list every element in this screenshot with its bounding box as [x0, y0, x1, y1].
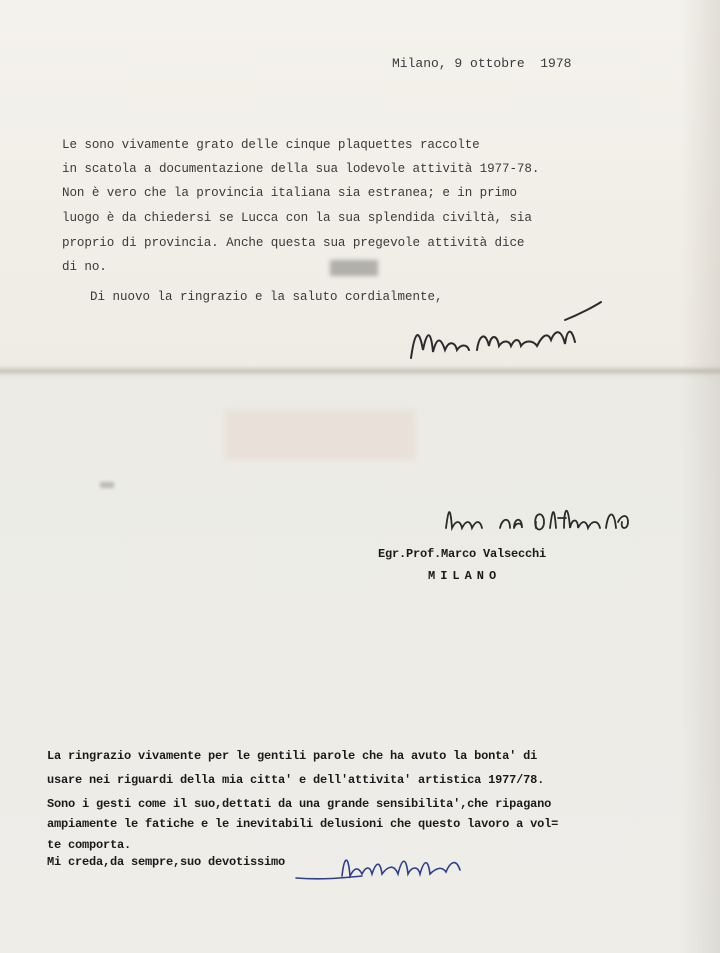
paper-fold: [0, 366, 720, 376]
letter1-line: di no.: [62, 260, 107, 274]
letter1-date: Milano, 9 ottobre 1978: [392, 56, 572, 71]
letter1-line: proprio di provincia. Anche questa sua pregevole attività dice: [62, 236, 525, 250]
recipient-city: MILANO: [428, 569, 502, 583]
letter2-line: Sono i gesti come il suo,dettati da una grande sensibilita',che ripagano: [47, 797, 552, 811]
letter1-line: Le sono vivamente grato delle cinque plaquettes raccolte: [62, 138, 480, 152]
ink-smudge: [330, 260, 378, 276]
letter1-line: luogo è da chiedersi se Lucca con la sua splendida civiltà, sia: [62, 211, 532, 225]
paper-shadow: [680, 0, 720, 953]
handwritten-date: [440, 492, 640, 542]
letter2-line: La ringrazio vivamente per le gentili parole che ha avuto la bonta' di: [47, 749, 538, 763]
letter1-line: in scatola a documentazione della sua lodevole attività 1977-78.: [62, 162, 540, 176]
letter2-line: ampiamente le fatiche e le inevitabili delusioni che questo lavoro a vol=: [47, 817, 559, 831]
signature-blue: [292, 848, 482, 888]
paper-stain: [225, 410, 415, 460]
letter1-line: Non è vero che la provincia italiana sia estranea; e in primo: [62, 186, 517, 200]
letter2-closing: Mi creda,da sempre,suo devotissimo: [47, 855, 286, 869]
letter1-closing: Di nuovo la ringrazio e la saluto cordialmente,: [90, 290, 443, 304]
letter2-line: usare nei riguardi della mia citta' e dell'attivita' artistica 1977/78.: [47, 773, 545, 787]
letter2-line: te comporta.: [47, 838, 132, 852]
signature-marco-valsecchi: [405, 300, 605, 370]
paper-mark: [100, 482, 114, 488]
recipient-name: Egr.Prof.Marco Valsecchi: [378, 547, 547, 561]
